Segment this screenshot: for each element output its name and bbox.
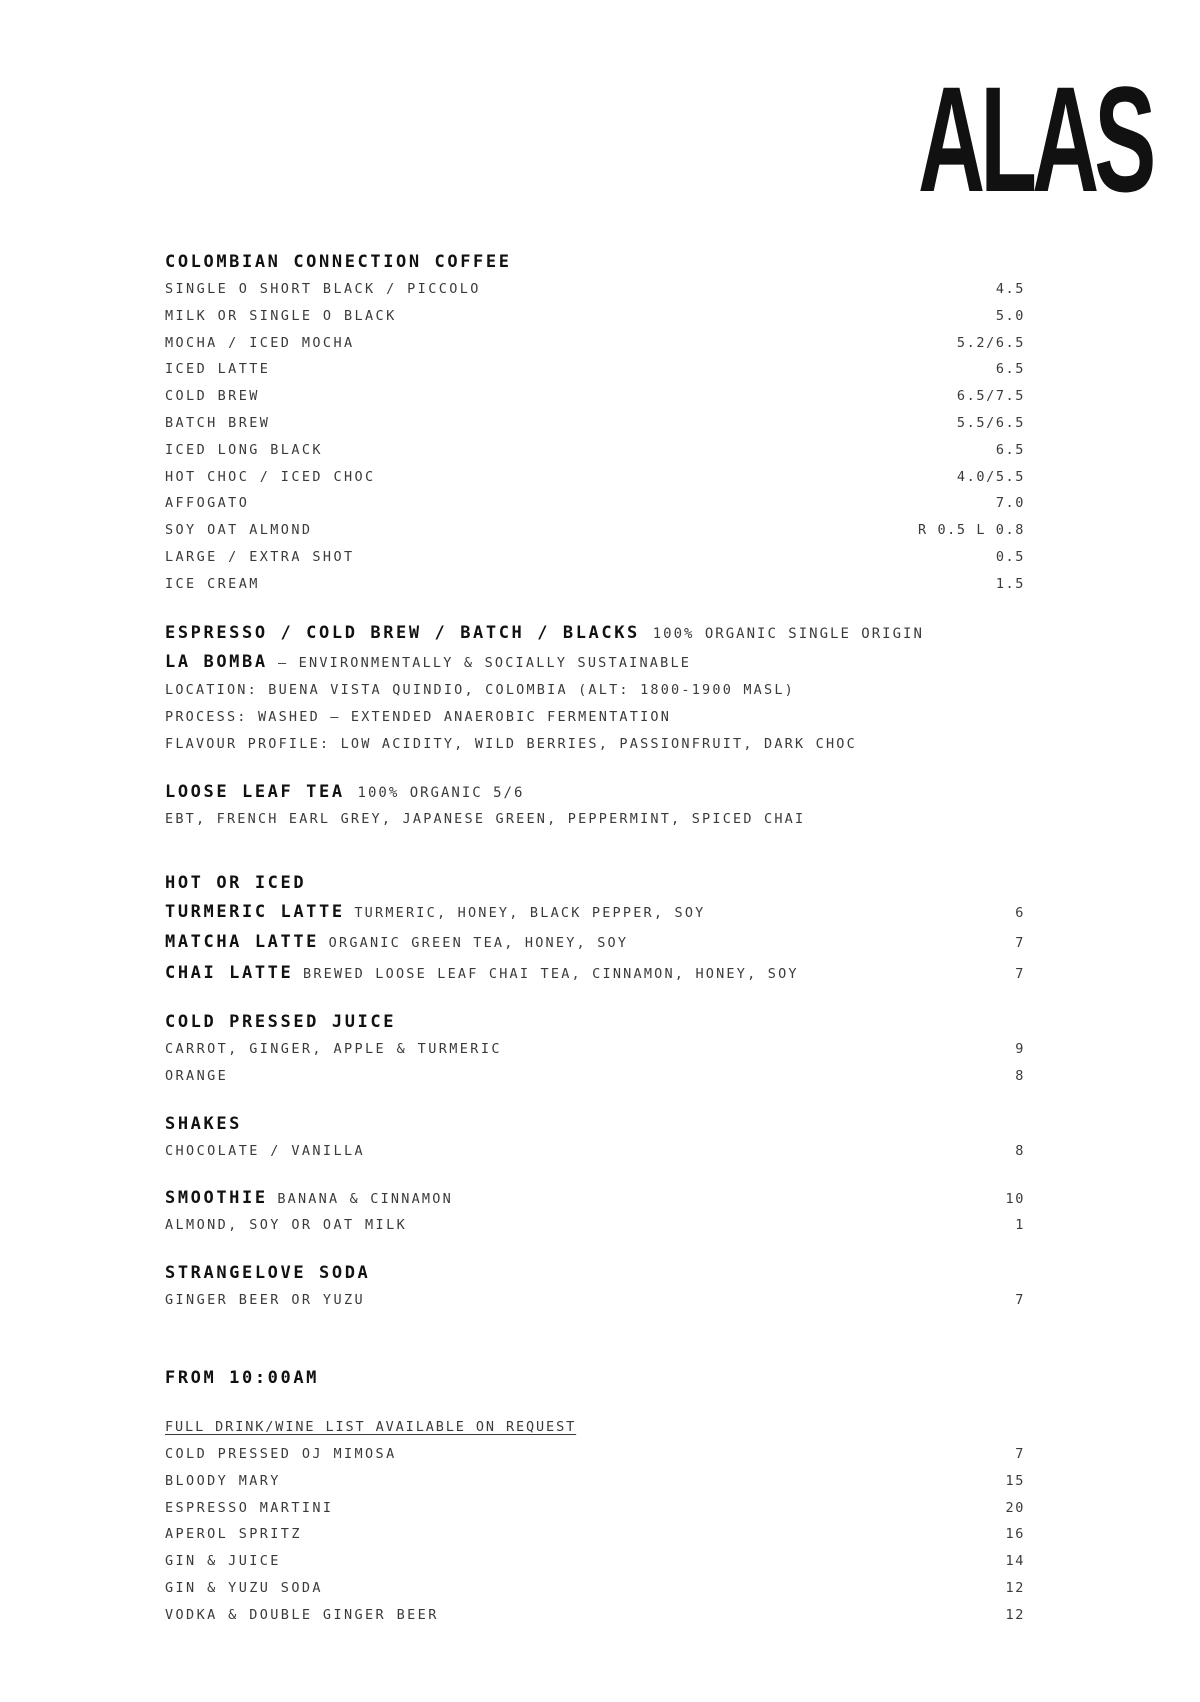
item-name: MATCHA LATTE: [165, 932, 320, 953]
item-name: CHAI LATTE: [165, 962, 294, 983]
section-heading-juice: COLD PRESSED JUICE: [165, 1012, 397, 1033]
item-price: 16: [1005, 1526, 1025, 1543]
item-name: LARGE / EXTRA SHOT: [165, 548, 355, 565]
item-price: 6.5: [995, 361, 1025, 378]
menu-item-soda: [165, 1287, 1025, 1314]
item-name: APEROL SPRITZ: [165, 1526, 302, 1543]
item-name: SMOOTHIE: [165, 1188, 268, 1209]
section-heading-hot-or-iced: HOT OR ICED: [165, 872, 307, 893]
menu-item-single-o-short-black-piccolo: [165, 276, 1025, 303]
menu-item-large-extra-shot: [165, 544, 1025, 571]
item-price: 4.0/5.5: [956, 468, 1025, 485]
menu-item-gin-juice: [165, 1548, 1025, 1575]
item-name: TURMERIC LATTE: [165, 901, 345, 922]
item-name: GIN & JUICE: [165, 1553, 281, 1570]
item-name: SOY OAT ALMOND: [165, 522, 313, 539]
item-name: COLD BREW: [165, 388, 260, 405]
tea-heading-text: LOOSE LEAF TEA: [165, 781, 345, 802]
section-juice: [165, 1008, 1025, 1090]
item-name: AFFOGATO: [165, 495, 250, 512]
espresso-process: PROCESS: WASHED – EXTENDED ANAEROBIC FERMENTATION: [165, 708, 672, 725]
item-price: 14: [1005, 1553, 1025, 1570]
item-price: 9: [1015, 1041, 1025, 1058]
menu-item-mocha-iced-mocha: [165, 330, 1025, 357]
menu-item-milk-option: [165, 1212, 1025, 1239]
section-heading-soda: STRANGELOVE SODA: [165, 1263, 371, 1284]
item-price: 4.5: [995, 281, 1025, 297]
tea-heading-note: 100% ORGANIC 5/6: [357, 784, 525, 801]
item-price: 7: [1015, 935, 1025, 952]
section-coffee: [165, 248, 1025, 598]
section-heading-coffee: COLOMBIAN CONNECTION COFFEE: [165, 252, 512, 272]
item-price: 7: [1015, 1446, 1025, 1463]
item-name: ORANGE: [165, 1067, 229, 1084]
menu-item-juice-orange: [165, 1063, 1025, 1090]
item-price: 15: [1005, 1472, 1025, 1489]
menu-item-affogato: [165, 490, 1025, 517]
menu-item-milk-or-single-o-black: [165, 303, 1025, 330]
menu-item-soy-oat-almond: [165, 517, 1025, 544]
item-price: 7: [1015, 965, 1025, 982]
item-name: BLOODY MARY: [165, 1472, 281, 1489]
section-smoothie: [165, 1184, 1025, 1239]
section-hot-or-iced: [165, 869, 1025, 989]
item-description: ORGANIC GREEN TEA, HONEY, SOY: [328, 935, 629, 952]
menu-item-vodka-double-ginger-beer: [165, 1602, 1025, 1629]
section-heading-tea: [165, 778, 1025, 806]
menu-item-turmeric-latte: [165, 897, 1025, 928]
item-name: VODKA & DOUBLE GINGER BEER: [165, 1606, 439, 1623]
item-description: BANANA & CINNAMON: [277, 1191, 453, 1208]
item-price: 7.0: [995, 495, 1025, 512]
item-price: 7: [1015, 1292, 1025, 1309]
item-price: 12: [1005, 1606, 1025, 1623]
bean-note: – ENVIRONMENTALLY & SOCIALLY SUSTAINABLE: [267, 654, 692, 671]
section-heading-shakes: SHAKES: [165, 1113, 243, 1134]
item-price: R 0.5 L 0.8: [917, 522, 1025, 539]
item-price: 1.5: [995, 575, 1025, 592]
menu-item-ice-cream: [165, 571, 1025, 598]
section-tea: [165, 778, 1025, 833]
item-price: 8: [1015, 1142, 1025, 1159]
coffee-item-list: [165, 276, 1025, 598]
section-soda: [165, 1259, 1025, 1314]
alcohol-item-list: [165, 1441, 1025, 1629]
espresso-location: LOCATION: BUENA VISTA QUINDIO, COLOMBIA (ALT: 1800-1900 MASL): [165, 681, 795, 698]
alas-logo: ALAS: [918, 55, 1152, 223]
menu-item-smoothie: [165, 1184, 1025, 1212]
item-description: TURMERIC, HONEY, BLACK PEPPER, SOY: [354, 904, 706, 921]
item-price: 20: [1005, 1499, 1025, 1516]
bean-line: [165, 648, 1025, 677]
item-name: ESPRESSO MARTINI: [165, 1499, 334, 1516]
menu-item-iced-long-black: [165, 437, 1025, 464]
item-name: CARROT, GINGER, APPLE & TURMERIC: [165, 1041, 502, 1058]
espresso-flavour-profile: FLAVOUR PROFILE: LOW ACIDITY, WILD BERRIES, PASSIONFRUIT, DARK CHOC: [165, 735, 857, 752]
menu-item-matcha-latte: [165, 927, 1025, 958]
section-heading-espresso: [165, 618, 1025, 648]
item-price: 8: [1015, 1067, 1025, 1084]
item-name: ICE CREAM: [165, 575, 260, 592]
espresso-heading-text: ESPRESSO / COLD BREW / BATCH / BLACKS: [165, 622, 640, 643]
section-espresso: [165, 618, 1025, 758]
item-name: ICED LATTE: [165, 361, 271, 378]
menu-item-batch-brew: [165, 410, 1025, 437]
item-price: 12: [1005, 1580, 1025, 1597]
item-price: 10: [1005, 1191, 1025, 1208]
menu-item-hot-choc-iced-choc: [165, 464, 1025, 491]
section-alcohol: [165, 1364, 1025, 1629]
section-heading-from-10am: FROM 10:00AM: [165, 1368, 320, 1389]
section-shakes: [165, 1110, 1025, 1165]
espresso-heading-note: 100% ORGANIC SINGLE ORIGIN: [652, 625, 924, 642]
item-price: 5.0: [995, 307, 1025, 324]
item-price: 5.2/6.5: [956, 334, 1025, 351]
item-price: 6.5: [995, 441, 1025, 458]
menu-item-shake: [165, 1138, 1025, 1165]
menu: [165, 248, 1025, 1629]
item-name: SINGLE O SHORT BLACK / PICCOLO: [165, 281, 481, 297]
item-name: ALMOND, SOY OR OAT MILK: [165, 1217, 408, 1234]
item-name: GIN & YUZU SODA: [165, 1580, 323, 1597]
menu-item-juice-carrot: [165, 1036, 1025, 1063]
bean-name: LA BOMBA: [165, 651, 268, 672]
item-price: 5.5/6.5: [956, 414, 1025, 431]
item-price: 0.5: [995, 548, 1025, 565]
tea-varieties: EBT, FRENCH EARL GREY, JAPANESE GREEN, PEPPERMINT, SPICED CHAI: [165, 810, 806, 827]
item-name: ICED LONG BLACK: [165, 441, 323, 458]
menu-item-cold-pressed-oj-mimosa: [165, 1441, 1025, 1468]
menu-item-iced-latte: [165, 356, 1025, 383]
menu-item-cold-brew: [165, 383, 1025, 410]
item-name: HOT CHOC / ICED CHOC: [165, 468, 376, 485]
item-name: MOCHA / ICED MOCHA: [165, 334, 355, 351]
item-price: 6: [1015, 904, 1025, 921]
menu-item-chai-latte: [165, 958, 1025, 989]
menu-item-bloody-mary: [165, 1468, 1025, 1495]
item-name: GINGER BEER OR YUZU: [165, 1292, 366, 1309]
item-price: 6.5/7.5: [956, 388, 1025, 405]
item-name: MILK OR SINGLE O BLACK: [165, 307, 397, 324]
item-description: BREWED LOOSE LEAF CHAI TEA, CINNAMON, HONEY, SOY: [303, 965, 799, 982]
item-name: BATCH BREW: [165, 414, 271, 431]
item-name: CHOCOLATE / VANILLA: [165, 1142, 366, 1159]
item-name: COLD PRESSED OJ MIMOSA: [165, 1446, 397, 1463]
menu-item-aperol-spritz: [165, 1521, 1025, 1548]
menu-item-espresso-martini: [165, 1495, 1025, 1522]
full-drink-list-link[interactable]: FULL DRINK/WINE LIST AVAILABLE ON REQUEST: [165, 1419, 577, 1436]
item-price: 1: [1015, 1217, 1025, 1234]
menu-item-gin-yuzu-soda: [165, 1575, 1025, 1602]
